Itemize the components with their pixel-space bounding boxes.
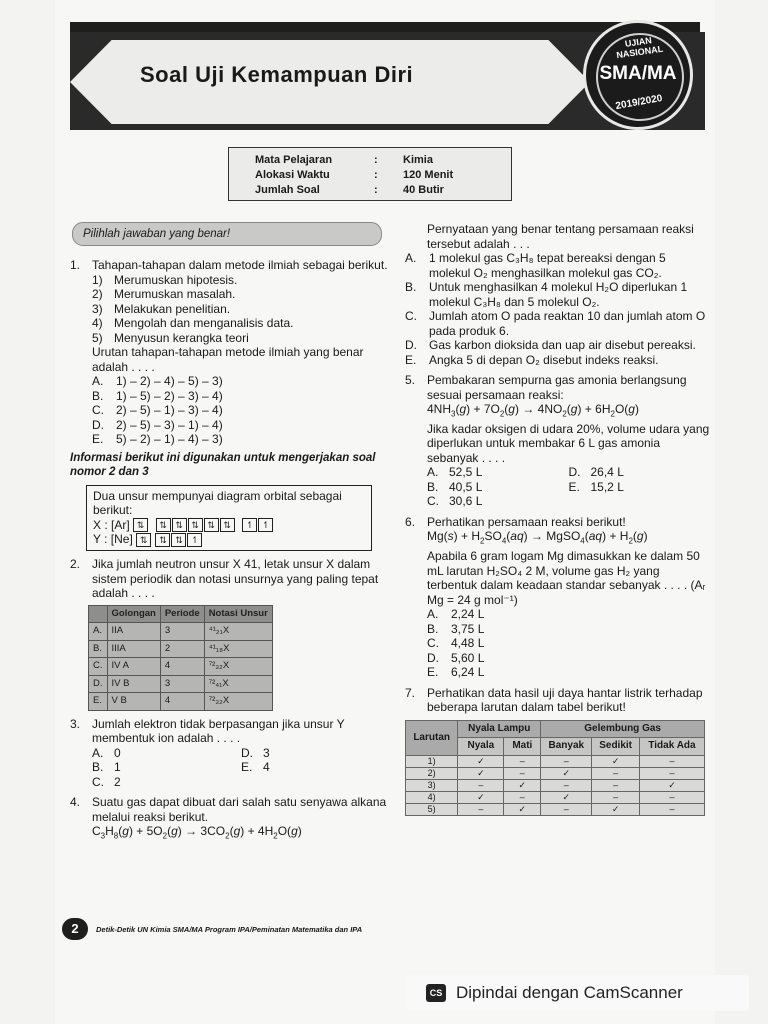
seal-top-text: UJIAN NASIONAL <box>615 35 664 61</box>
exam-info-box: Mata Pelajaran : Kimia Alokasi Waktu : 120 Menit Jumlah Soal : 40 Butir <box>228 147 512 201</box>
answer-option[interactable]: E. 6,24 L <box>427 665 485 680</box>
answer-option[interactable]: D. Gas karbon dioksida dan uap air disebut pereaksi. <box>405 338 696 352</box>
seal-year-text: 2019/2020 <box>614 92 664 113</box>
table-row: 4) ✓ – ✓ – – <box>406 791 705 803</box>
answer-option[interactable]: A. 1 molekul gas C₃H₈ tepat bereaksi dengan 5 molekul O₂ menghasilkan molekul gas CO₂. <box>405 251 666 280</box>
question-3: 3. Jumlah elektron tidak berpasangan jika unsur Y membentuk ion adalah . . . . A. 0 D. 3 B. 1 E. 4 C. 2 <box>70 717 390 790</box>
reaction-equation: $C_3H_8(g) + 5O_2(g) \to 3CO_2(g) + 4H_2O(g)$ <box>92 824 302 841</box>
instruction-pill: Pilihlah jawaban yang benar! <box>72 222 382 246</box>
question-6: 6. Perhatikan persamaan reaksi berikut! $Mg(s) + H_2SO_4(aq)$ → MgSO$_4$(aq) + $H_2(g)$ Apabila 6 gram logam Mg dimasukkan ke dalam 50 mL larutan H₂SO₄ 2 M, volume gas H₂ yang terbentuk dalam keadaan standar sebanyak . . . . (Aᵣ Mg = 24 g mol⁻¹) A. 2,24 L B. 3,75 L C. 4,48 L D. 5,60 L E. 6,24 L <box>405 515 710 680</box>
orbital-box: Dua unsur mempunyai diagram orbital sebagai berikut: X : [Ar] ⇅ ⇅ ⇅ ⇅ ⇅ ⇅ ↿ ↿ Y : [Ne] ⇅ ⇅ ⇅ ↿ <box>86 485 372 552</box>
answer-option[interactable]: D. 3 <box>241 745 270 760</box>
answer-option[interactable]: C. 30,6 L <box>427 494 483 509</box>
answer-option[interactable]: E. 4 <box>241 760 270 775</box>
answer-option[interactable]: C. 2) – 5) – 1) – 3) – 4) <box>92 403 223 417</box>
question-1: 1. Tahapan-tahapan dalam metode ilmiah sebagai berikut. 1) Merumuskan hipotesis. 2) Merumuskan masalah. 3) Melakukan penelitian. 4) Mengolah dan menganalisis data. 5) Menyusun kerangka teori Urutan tahapan-tahapan metode ilmiah yang benar adalah . . . . A. 1) – 2) – 4) – 5) – 3) B. 1) – 5) – 2) – 3) – 4) C. 2) – 5) – 1) – 3) – 4) D. 2) – 5) – 3) – 1) – 4) E. 5) – 2) – 1) – 4) – 3) <box>70 258 390 447</box>
answer-option[interactable]: C. Jumlah atom O pada reaktan 10 dan jumlah atom O pada produk 6. <box>405 309 706 338</box>
camscanner-text: Dipindai dengan CamScanner <box>456 983 683 1002</box>
table-row: 2) ✓ – ✓ – – <box>406 767 705 779</box>
list-item: 1) Merumuskan hipotesis. <box>92 272 238 287</box>
reaction-equation: $Mg(s) + H_2SO_4(aq)$ → MgSO$_4$(aq) + $H_2(g)$ <box>427 529 648 546</box>
answer-option[interactable]: B. 1 <box>92 760 121 775</box>
answer-option[interactable]: B. 3,75 L <box>427 621 485 636</box>
q7-table: Larutan Nyala Lampu Gelembung Gas Nyala Mati Banyak Sedikit Tidak Ada 1) ✓ – – ✓ – 2) ✓ – ✓ – – 3) – ✓ – – ✓ 4) ✓ – ✓ – – 5) – ✓ – ✓ – <box>405 720 705 816</box>
orbital-x: X : [Ar] ⇅ ⇅ ⇅ ⇅ ⇅ ⇅ ↿ ↿ <box>93 518 365 533</box>
table-row: E. V B 4 ⁷²₃₂X <box>89 693 273 711</box>
footer-text: Detik-Detik UN Kimia SMA/MA Program IPA/Peminatan Matematika dan IPA <box>96 924 363 934</box>
answer-option[interactable]: D. 2) – 5) – 3) – 1) – 4) <box>92 417 223 432</box>
left-column <box>70 222 390 844</box>
answer-option[interactable]: A. 2,24 L <box>427 607 485 622</box>
camscanner-watermark <box>406 975 749 1011</box>
right-column: Pernyataan yang benar tentang persamaan reaksi tersebut adalah . . . A. 1 molekul gas C₃H₈ tepat bereaksi dengan 5 molekul O₂ menghasilkan molekul gas CO₂. B. Untuk menghasilkan 4 molekul H₂O diperlukan 1 molekul C₃H₈ dan 5 molekul O₂. C. Jumlah atom O pada reaktan 10 dan jumlah atom O pada produk 6. D. Gas karbon dioksida dan uap air disebut pereaksi. E. Angka 5 di depan O₂ disebut indeks reaksi. 5. Pembakaran sempurna gas amonia berlangsung sesuai persamaan reaksi: $4NH_3(g) + 7O_2(g) \to 4NO_2(g) + 6H_2O(g)$ Jika kadar oksigen di udara 20%, volume udara yang diperlukan untuk membakar 6 L gas amonia sebanyak . . . . A. 52,5 L D. 26,4 L B. 40,5 L E. 15,2 L C. 30,6 L 6. Perhatikan persamaan reaksi berikut! $Mg(s) + H_2SO_4(aq)$ → MgSO$_4$(aq) + $H_2(g)$ Apabila 6 gram logam Mg dimasukkan ke dalam 50 mL larutan H₂SO₄ 2 M, volume gas H₂ yang terbentuk dalam keadaan standar sebanyak . . . . (Aᵣ Mg = 24 g mol⁻¹) A. 2,24 L B. 3,75 L C. 4,48 L D. 5,60 L E. 6,24 L 7. Perhatikan data hasil uji daya hantar listrik terhadap beberapa larutan dalam tabel berikut! Larutan Nyala Lampu Gelembung Gas Nyala Mati Banyak Sedikit Tidak Ada 1) ✓ – – ✓ – 2) ✓ – ✓ – – 3) – ✓ – – ✓ 4) ✓ – ✓ – – 5) – ✓ – ✓ – <box>405 222 710 814</box>
answer-option[interactable]: C. 4,48 L <box>427 636 485 651</box>
answer-option[interactable]: E. Angka 5 di depan O₂ disebut indeks reaksi. <box>405 352 659 367</box>
page-footer <box>62 918 362 940</box>
answer-option[interactable]: B. 40,5 L <box>427 479 483 494</box>
question-prompt: Urutan tahapan-tahapan metode ilmiah yang benar adalah . . . . <box>92 345 364 374</box>
table-row: A. IIA 3 ⁴¹₂₁X <box>89 623 273 641</box>
answer-option[interactable]: A. 0 <box>92 745 121 760</box>
exam-seal <box>583 20 693 130</box>
q2-table: Golongan Periode Notasi Unsur A. IIA 3 ⁴¹₂₁X B. IIIA 2 ⁴¹₁₈X C. IV A 4 ⁷²₃₂X D. IV B 3 ⁷²₄₁X E. V B 4 ⁷²₃₂X <box>88 605 273 711</box>
seal-main-text: SMA/MA <box>599 63 677 84</box>
question-4: 4. Suatu gas dapat dibuat dari salah satu senyawa alkana melalui reaksi berikut. $C_3H_8(g) + 5O_2(g) \to 3CO_2(g) + 4H_2O(g)$ <box>70 795 390 844</box>
answer-option[interactable]: E. 5) – 2) – 1) – 4) – 3) <box>92 432 223 446</box>
list-item: 3) Melakukan penelitian. <box>92 301 231 316</box>
reaction-equation: $4NH_3(g) + 7O_2(g) \to 4NO_2(g) + 6H_2O(g)$ <box>427 402 639 419</box>
answer-option[interactable]: E. 15,2 L <box>568 479 624 494</box>
answer-option[interactable]: A. 52,5 L <box>427 465 483 480</box>
question-2: 2. Jika jumlah neutron unsur X 41, letak unsur X dalam sistem periodik dan notasi unsurnya yang paling tepat adalah . . . . <box>70 557 379 601</box>
answer-option[interactable]: B. Untuk menghasilkan 4 molekul H₂O diperlukan 1 molekul C₃H₈ dan 5 molekul O₂. <box>405 280 688 309</box>
question-5: 5. Pembakaran sempurna gas amonia berlangsung sesuai persamaan reaksi: $4NH_3(g) + 7O_2(g) \to 4NO_2(g) + 6H_2O(g)$ Jika kadar oksigen di udara 20%, volume udara yang diperlukan untuk membakar 6 L gas amonia sebanyak . . . . A. 52,5 L D. 26,4 L B. 40,5 L E. 15,2 L C. 30,6 L <box>405 373 710 509</box>
table-row: 3) – ✓ – – ✓ <box>406 779 705 791</box>
camscanner-logo-icon: CS <box>426 984 446 1002</box>
question-7: 7. Perhatikan data hasil uji daya hantar listrik terhadap beberapa larutan dalam tabel berikut! <box>405 685 703 715</box>
answer-option[interactable]: D. 5,60 L <box>427 650 485 665</box>
list-item: 5) Menyusun kerangka teori <box>92 330 249 345</box>
answer-option[interactable]: A. 1) – 2) – 4) – 5) – 3) <box>92 374 223 388</box>
orbital-y: Y : [Ne] ⇅ ⇅ ⇅ ↿ <box>93 532 365 547</box>
list-item: 2) Merumuskan masalah. <box>92 287 236 301</box>
answer-option[interactable]: D. 26,4 L <box>568 465 624 480</box>
info-note: Informasi berikut ini digunakan untuk mengerjakan soal nomor 2 dan 3 <box>70 451 376 478</box>
table-row: B. IIIA 2 ⁴¹₁₈X <box>89 640 273 658</box>
list-item: 4) Mengolah dan menganalisis data. <box>92 316 294 330</box>
table-row: C. IV A 4 ⁷²₃₂X <box>89 658 273 676</box>
answer-option[interactable]: C. 2 <box>92 774 121 789</box>
answer-option[interactable]: B. 1) – 5) – 2) – 3) – 4) <box>92 388 223 403</box>
question-text: Tahapan-tahapan dalam metode ilmiah sebagai berikut. <box>92 258 388 272</box>
table-row: 5) – ✓ – ✓ – <box>406 803 705 815</box>
table-row: D. IV B 3 ⁷²₄₁X <box>89 675 273 693</box>
page-number: 2 <box>62 918 88 940</box>
table-row: 1) ✓ – – ✓ – <box>406 755 705 767</box>
page-title: Soal Uji Kemampuan Diri <box>140 62 414 87</box>
